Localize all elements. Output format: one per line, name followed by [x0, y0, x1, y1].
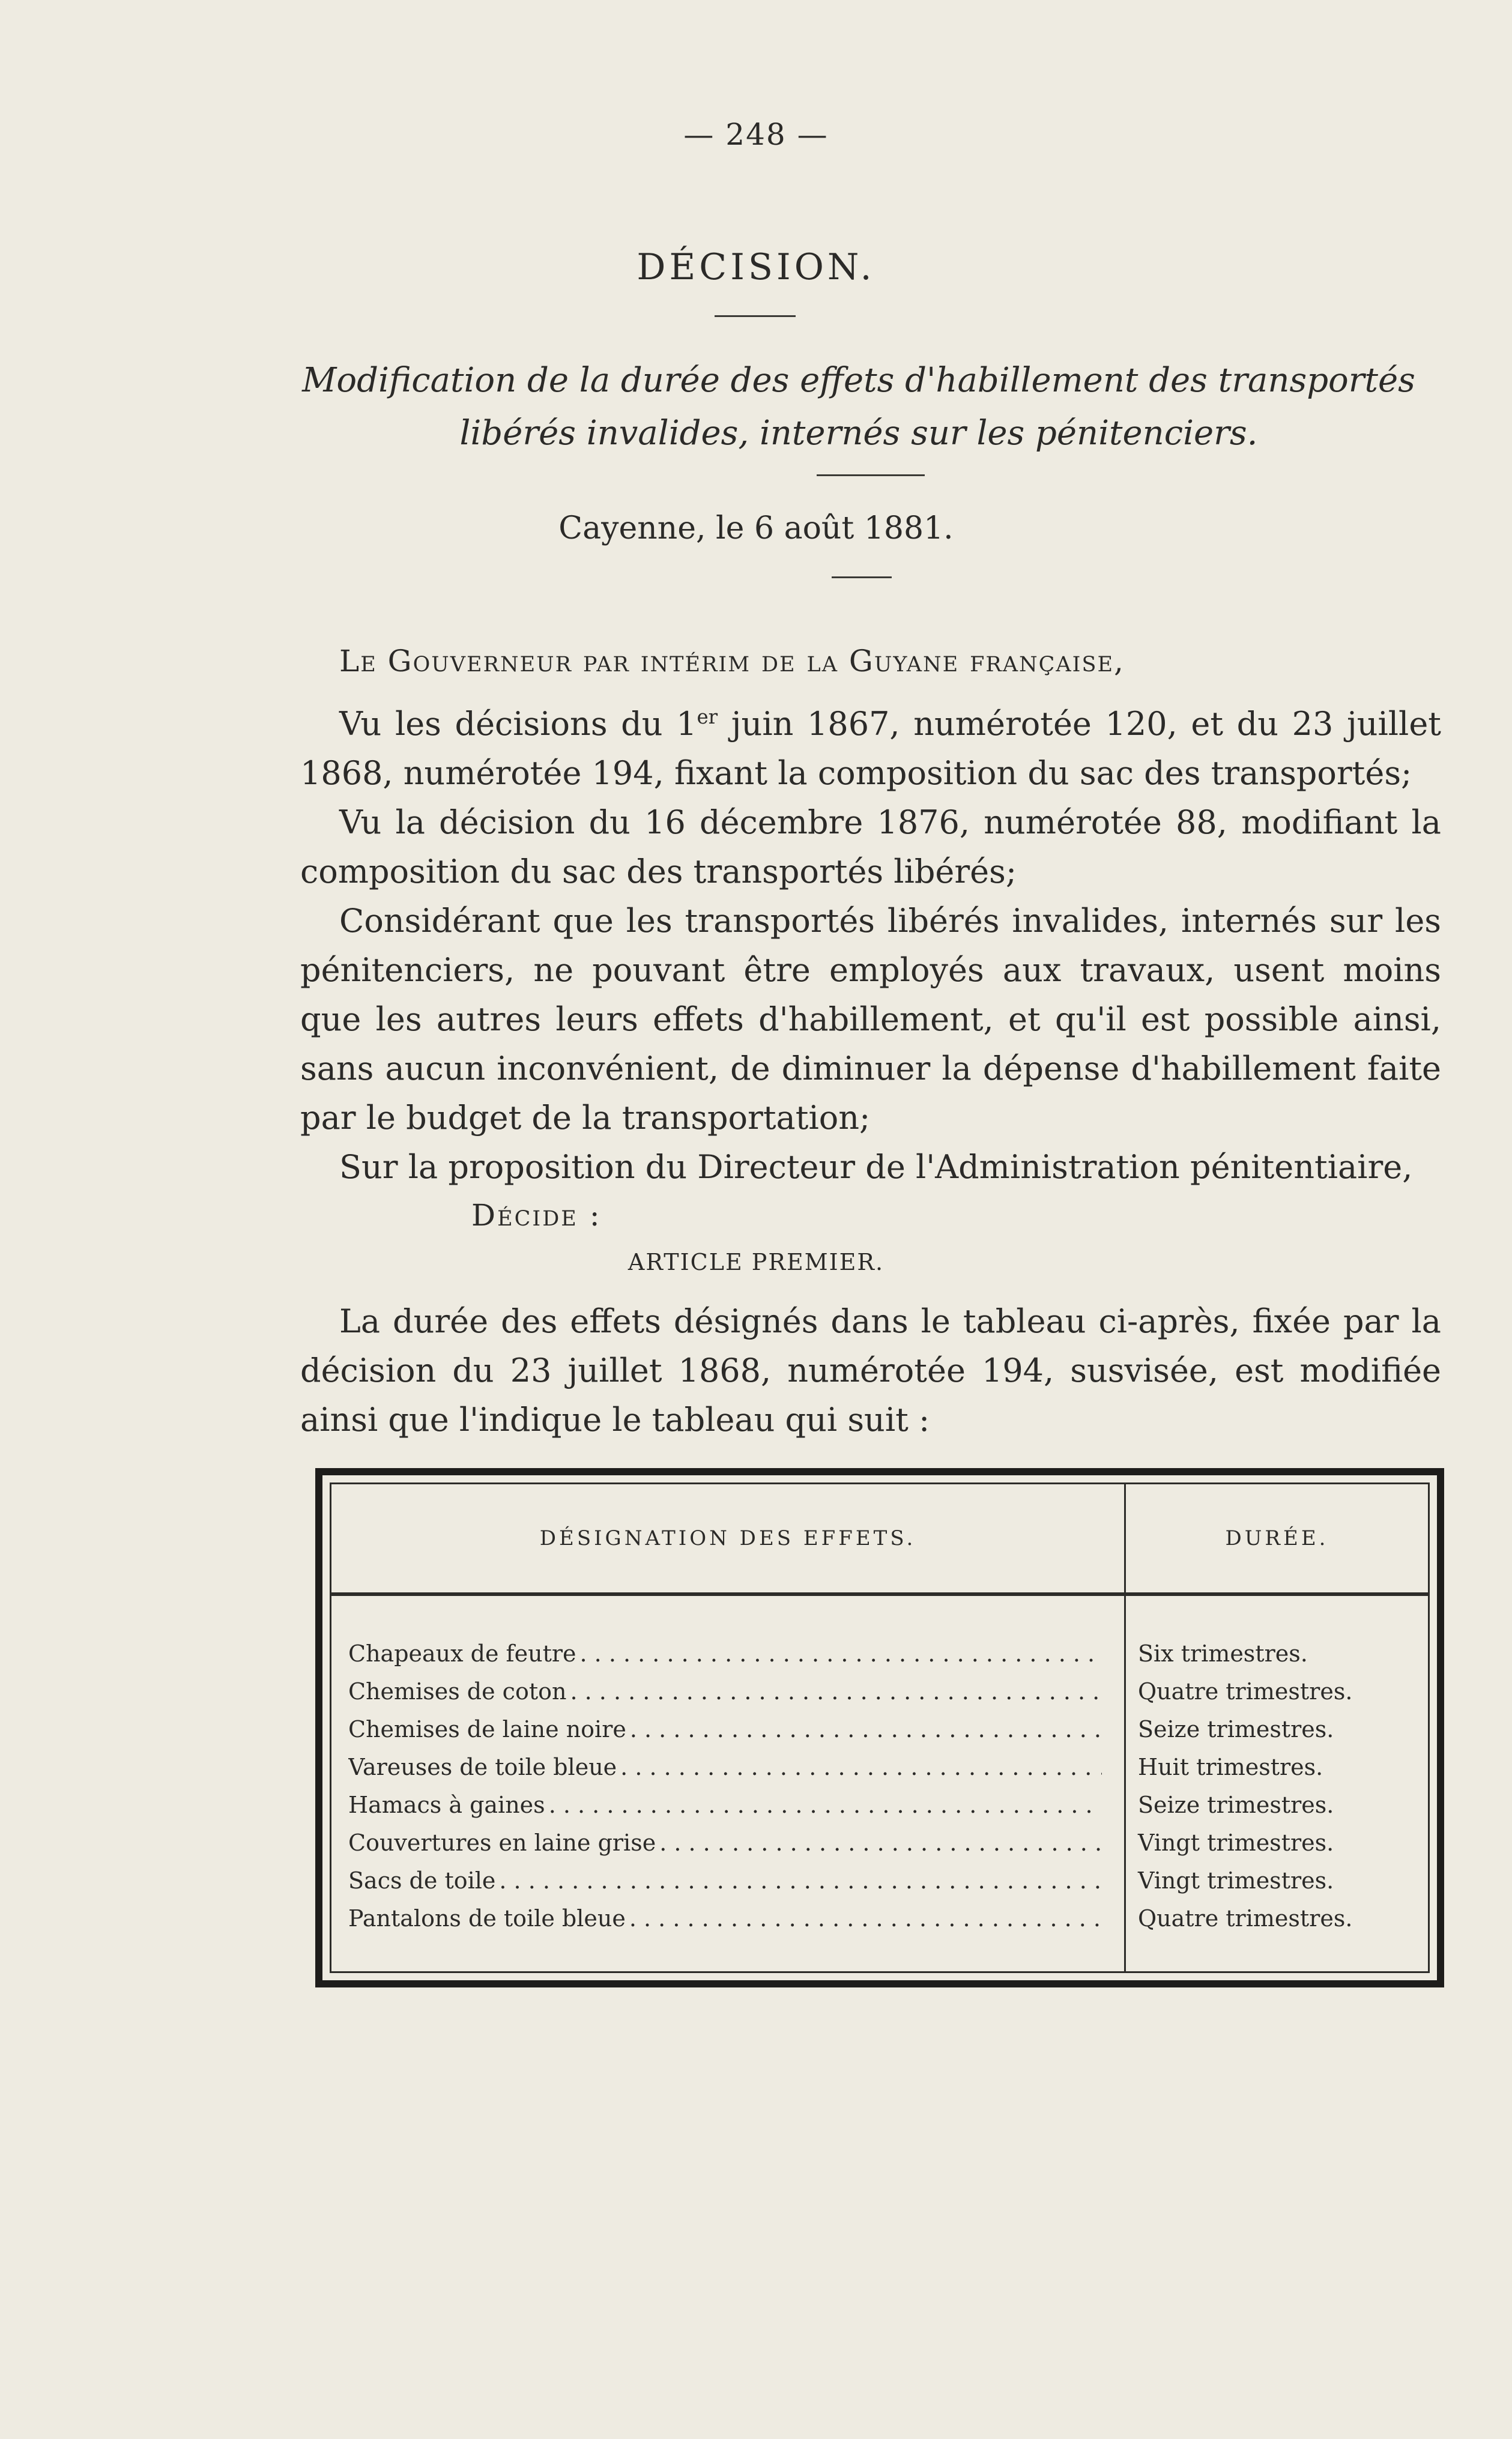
item-label: Hamacs à gaines: [348, 1792, 545, 1818]
table-row: [348, 1905, 1428, 1943]
item-cell: [348, 1754, 1102, 1780]
authority-line: Le Gouverneur par intérim de la Guyane française,: [339, 644, 1125, 679]
header-designation: DÉSIGNATION DES EFFETS.: [539, 1526, 916, 1550]
dot-leader: [620, 1754, 1102, 1780]
dot-leader: [570, 1678, 1102, 1705]
item-cell: [348, 1792, 1102, 1818]
table-row: [348, 1830, 1428, 1867]
item-cell: [348, 1867, 1102, 1894]
duration-cell: Huit trimestres.: [1138, 1754, 1323, 1780]
table-row: [348, 1716, 1428, 1754]
dot-leader: [580, 1640, 1102, 1667]
heading-rule: [715, 315, 796, 317]
item-label: Chemises de coton: [348, 1678, 567, 1705]
table-row: [348, 1640, 1428, 1678]
item-cell: [348, 1640, 1102, 1667]
article-heading: ARTICLE PREMIER.: [627, 1249, 885, 1275]
document-subtitle: Modification de la durée des effets d'habillement des transportés libérés invalides, internés sur les pénitenciers.: [302, 361, 1415, 453]
duration-cell: Quatre trimestres.: [1138, 1678, 1353, 1705]
dot-leader: [659, 1830, 1102, 1856]
article-body: [300, 1297, 1441, 1445]
duration-cell: Vingt trimestres.: [1138, 1830, 1334, 1856]
table-row: [348, 1867, 1428, 1905]
item-label: Vareuses de toile bleue: [348, 1754, 617, 1780]
item-label: Chemises de laine noire: [348, 1716, 626, 1742]
dot-leader: [499, 1867, 1102, 1894]
duration-cell: Seize trimestres.: [1138, 1716, 1334, 1742]
duration-cell: Seize trimestres.: [1138, 1792, 1334, 1818]
article-text: La durée des effets désignés dans le tableau ci-après, fixée par la décision du 23 juillet 1868, numérotée 194, susvisée, est modifiée ainsi que l'indique le tableau qui suit :: [300, 1302, 1441, 1439]
header-rule: [331, 1592, 1428, 1596]
recital-4: Sur la proposition du Directeur de l'Administration pénitentiaire,: [339, 1148, 1413, 1186]
dot-leader: [630, 1716, 1102, 1742]
recital-1: [300, 700, 1441, 798]
place-date: Cayenne, le 6 août 1881.: [558, 510, 954, 546]
table-row: [348, 1678, 1428, 1716]
dot-leader: [549, 1792, 1102, 1818]
item-label: Chapeaux de feutre: [348, 1640, 576, 1667]
duration-cell: Quatre trimestres.: [1138, 1905, 1353, 1932]
recital-3: Considérant que les transportés libérés invalides, internés sur les pénitenciers, ne pouvant être employés aux travaux, usent moins que les autres leurs effets d'habillement, et qu'il est possible ainsi, sans aucun inconvénient, de diminuer la dépense d'habillement faite par le budget de la transportation;: [300, 902, 1441, 1137]
recitals-block: [300, 700, 1441, 1192]
item-label: Pantalons de toile bleue: [348, 1905, 626, 1932]
duration-cell: Vingt trimestres.: [1138, 1867, 1334, 1894]
item-label: Sacs de toile: [348, 1867, 496, 1894]
recital-1-part-a: Vu les décisions du 1: [339, 705, 697, 743]
item-label: Couvertures en laine grise: [348, 1830, 656, 1856]
item-cell: [348, 1716, 1102, 1742]
recital-1-part-b: juin 1867, numérotée 120, et du 23 juillet 1868, numérotée 194, fixant la composition du sac des transportés;: [300, 705, 1441, 792]
duration-cell: Six trimestres.: [1138, 1640, 1308, 1667]
issuing-authority: [300, 636, 1441, 686]
decide-label: Décide :: [471, 1198, 602, 1233]
recital-1-superscript: er: [697, 706, 718, 728]
durations-table: [315, 1468, 1444, 1987]
header-duration: DURÉE.: [1225, 1526, 1329, 1550]
item-cell: [348, 1678, 1102, 1705]
recital-2: Vu la décision du 16 décembre 1876, numérotée 88, modifiant la composition du sac des transportés libérés;: [300, 803, 1441, 890]
table-row: [348, 1792, 1428, 1830]
page-number: — 248 —: [683, 117, 829, 152]
table-inner-border: [330, 1482, 1430, 1973]
dot-leader: [629, 1905, 1102, 1932]
item-cell: [348, 1830, 1102, 1856]
table-row: [348, 1754, 1428, 1792]
subtitle-rule: [817, 474, 925, 476]
table-rows: [348, 1640, 1428, 1943]
document-heading: DÉCISION.: [637, 246, 875, 288]
date-rule: [832, 576, 892, 578]
item-cell: [348, 1905, 1102, 1932]
